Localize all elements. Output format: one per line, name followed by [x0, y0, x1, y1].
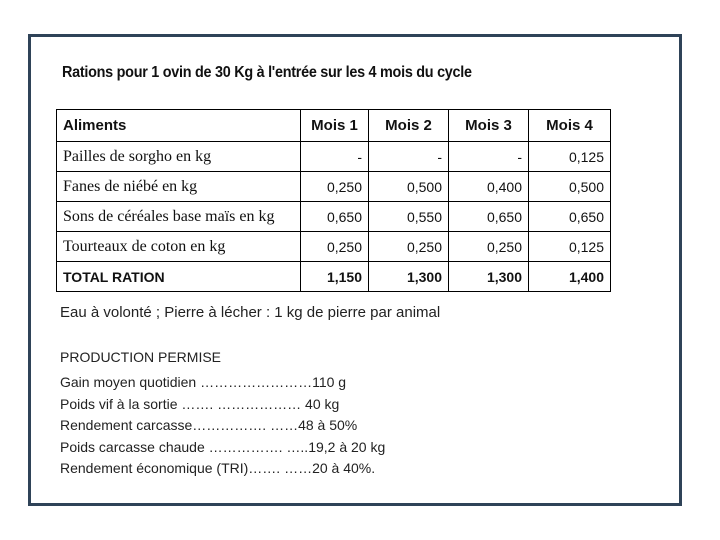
row-label: Pailles de sorgho en kg [57, 142, 301, 172]
cell-value: 0,550 [369, 202, 449, 232]
total-value: 1,150 [301, 262, 369, 292]
table-row [57, 142, 611, 172]
cell-value: 0,400 [449, 172, 529, 202]
header-mois-4: Mois 4 [529, 110, 611, 142]
header-mois-2: Mois 2 [369, 110, 449, 142]
row-label: Sons de céréales base maïs en kg [57, 202, 301, 232]
production-list [60, 372, 385, 480]
cell-value: 0,650 [301, 202, 369, 232]
cell-value: - [369, 142, 449, 172]
cell-value: 0,125 [529, 142, 611, 172]
cell-value: 0,650 [449, 202, 529, 232]
list-item: Rendement carcasse……………. ……48 à 50% [60, 417, 358, 433]
row-label: Tourteaux de coton en kg [57, 232, 301, 262]
cell-value: - [301, 142, 369, 172]
total-row [57, 262, 611, 292]
row-label: Fanes de niébé en kg [57, 172, 301, 202]
cell-value: 0,650 [529, 202, 611, 232]
cell-value: - [449, 142, 529, 172]
ration-table [56, 109, 611, 292]
table-row [57, 172, 611, 202]
table-row [57, 202, 611, 232]
table-row [57, 232, 611, 262]
total-label: TOTAL RATION [57, 262, 301, 292]
header-mois-1: Mois 1 [301, 110, 369, 142]
total-value: 1,400 [529, 262, 611, 292]
total-value: 1,300 [449, 262, 529, 292]
water-stone-note: Eau à volonté ; Pierre à lécher : 1 kg de pierre par animal [60, 304, 441, 321]
table-header-row [57, 110, 611, 142]
list-item: Rendement économique (TRI)……. ……20 à 40%. [60, 460, 376, 476]
cell-value: 0,500 [369, 172, 449, 202]
total-value: 1,300 [369, 262, 449, 292]
list-item: Poids vif à la sortie ……. ……………… 40 kg [60, 395, 340, 412]
cell-value: 0,125 [529, 232, 611, 262]
header-aliments: Aliments [57, 110, 301, 142]
production-title: PRODUCTION PERMISE [60, 349, 222, 365]
header-mois-3: Mois 3 [449, 110, 529, 142]
cell-value: 0,250 [369, 232, 449, 262]
cell-value: 0,500 [529, 172, 611, 202]
cell-value: 0,250 [301, 232, 369, 262]
document-title: Rations pour 1 ovin de 30 Kg à l'entrée sur les 4 mois du cycle [62, 64, 472, 81]
list-item: Poids carcasse chaude ……………. …..19,2 à 20 kg [60, 438, 386, 455]
list-item: Gain moyen quotidien ……………………110 g [60, 374, 347, 390]
cell-value: 0,250 [449, 232, 529, 262]
cell-value: 0,250 [301, 172, 369, 202]
